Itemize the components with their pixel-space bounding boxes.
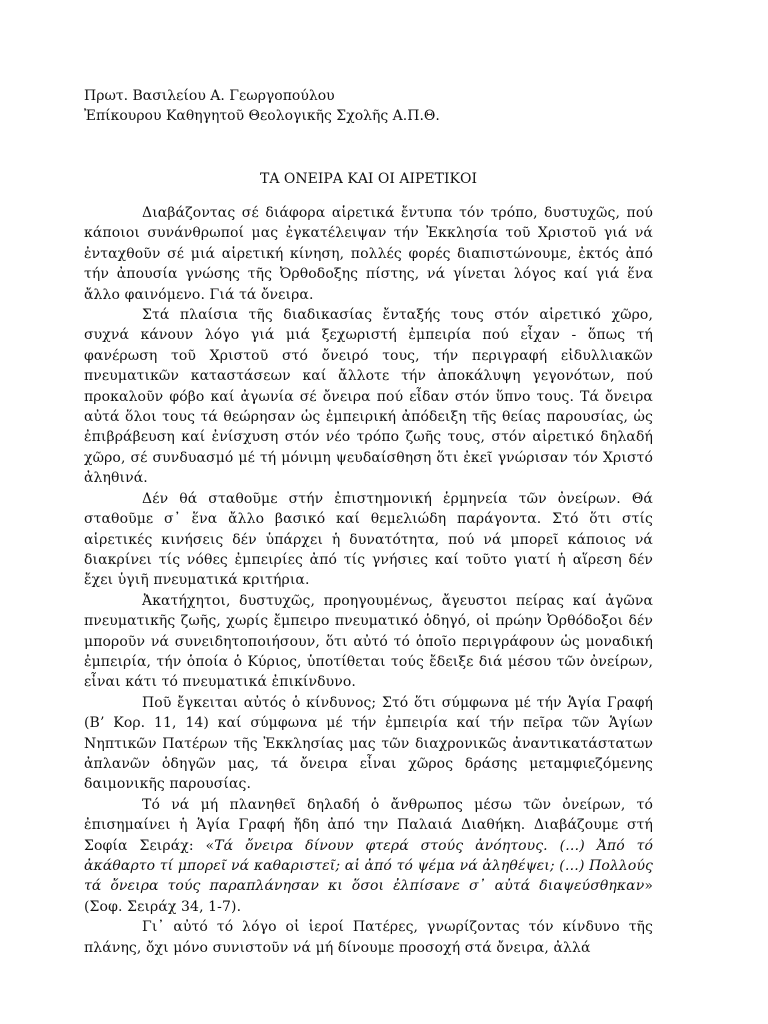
paragraph-6-tail: » (Σοφ. Σειράχ 34, 1-7).: [84, 878, 653, 915]
paragraph-3: Δέν θά σταθοῦμε στήν ἐπιστημονική ἑρμηνεία τῶν ὀνείρων. Θά σταθοῦμε σ᾿ ἕνα ἄλλο βασικό καί θεμελιώδη παράγοντα. Στό ὅτι στίς αἱρετικές κινήσεις δέν ὑπάρχει ἡ δυνατότητα, πού νά μπορεῖ κάποιος νά διακρίνει τίς νόθες ἐμπειρίες ἀπό τίς γνήσιες καί τοῦτο γιατί ἡ αἵρεση δέν ἔχει ὑγιῆ πνευματικά κριτήρια.: [84, 490, 653, 589]
author-line: Πρωτ. Βασιλείου Α. Γεωργοπούλου: [84, 88, 335, 104]
affiliation-line: Ἐπίκουρου Καθηγητοῦ Θεολογικῆς Σχολῆς Α.Π.Θ.: [84, 108, 440, 124]
paragraph-4: Ἀκατήχητοι, δυστυχῶς, προηγουμένως, ἄγευστοι πείρας καί ἀγῶνα πνευματικῆς ζωῆς, χωρίς ἔμπειρο πνευματικό ὁδηγό, οἱ πρώην Ὀρθόδοξοι δέν μποροῦν νά συνειδητοποιήσουν, ὅτι αὐτό τό ὁποῖο περιγράφουν ὡς μοναδική ἐμπειρία, τήν ὁποία ὁ Κύριος, ὑποτίθεται τούς ἔδειξε διά μέσου τῶν ὀνείρων, εἶναι κάτι τό πνευματικά ἐπικίνδυνο.: [84, 592, 653, 691]
paragraph-6: [84, 795, 653, 917]
article-body: [84, 203, 653, 958]
paragraph-6-lead: Τό νά μή πλανηθεῖ δηλαδή ὁ ἄνθρωπος μέσω τῶν ὀνείρων, τό ἐπισημαίνει ἡ Ἁγία Γραφή ἤδη ἀπό την Παλαιά Διαθήκη. Διαβάζουμε στή Σοφία Σειράχ: «: [84, 796, 653, 854]
paragraph-5: Ποῦ ἔγκειται αὐτός ὁ κίνδυνος; Στό ὅτι σύμφωνα μέ τήν Ἁγία Γραφή (Β’ Κορ. 11, 14) καί σύμφωνα μέ τήν ἐμπειρία καί τήν πεῖρα τῶν Ἁγίων Νηπτικῶν Πατέρων τῆς Ἐκκλησίας μας τῶν διαχρονικῶς ἀναντικατάστατων ἀπλανῶν ὁδηγῶν μας, τά ὄνειρα εἶναι χῶρος δράσης μεταμφιεζόμενης δαιμονικῆς παρουσίας.: [84, 694, 653, 793]
article-title: ΤΑ ΟΝΕΙΡΑ ΚΑΙ ΟΙ ΑΙΡΕΤΙΚΟΙ: [260, 171, 477, 187]
paragraph-7: Γι᾿ αὐτό τό λόγο οἱ ἱεροί Πατέρες, γνωρίζοντας τόν κίνδυνο τῆς πλάνης, ὄχι μόνο συνιστοῦν νά μή δίνουμε προσοχή στά ὄνειρα, ἀλλά: [84, 919, 653, 956]
sirach-quote: Τά ὄνειρα δίνουν φτερά στούς ἀνόητους. (…) Ἀπό τό ἀκάθαρτο τί μπορεῖ νά καθαριστεῖ; αἱ ἀπό τό ψέμα νά ἀληθέψει; (…) Πολλούς τά ὄνειρα τούς παραπλάνησαν κι ὅσοι ἐλπίσανε σ᾿ αὐτά διαψεύσθηκαν: [84, 837, 653, 895]
document-page: [84, 86, 653, 958]
paragraph-1: Διαβάζοντας σέ διάφορα αἱρετικά ἔντυπα τόν τρόπο, δυστυχῶς, πού κάποιοι συνάνθρωποί μας ἐγκατέλειψαν τήν Ἐκκλησία τοῦ Χριστοῦ γιά νά ἐνταχθοῦν σέ μιά αἱρετική κίνηση, πολλές φορές διαπιστώνουμε, ἐκτός ἀπό τήν ἀπουσία γνώσης τῆς Ὀρθοδοξης πίστης, νά γίνεται λόγος καί γιά ἕνα ἄλλο φαινόμενο. Γιά τά ὄνειρα.: [84, 205, 653, 303]
paragraph-2: Στά πλαίσια τῆς διαδικασίας ἔνταξής τους στόν αἱρετικό χῶρο, συχνά κάνουν λόγο γιά μιά ξεχωριστή ἐμπειρία πού εἶχαν - ὅπως τή φανέρωση τοῦ Χριστοῦ στό ὄνειρό τους, τήν περιγραφή εἰδυλλιακῶν πνευματικῶν καταστάσεων καί ἄλλοτε τήν ἀποκάλυψη γεγονότων, πού προκαλοῦν φόβο καί ἀγωνία σέ ὄνειρα πού εἶδαν στόν ὕπνο τους. Τά ὄνειρα αὐτά ὅλοι τους τά θεώρησαν ὡς ἐμπειρική ἀπόδειξη τῆς θείας παρουσίας, ὡς ἐπιβράβευση καί ἐνίσχυση στόν νέο τρόπο ζωῆς τους, στόν αἱρετικό δηλαδή χῶρο, σέ συνδυασμό μέ τή μόνιμη ψευδαίσθηση ὅτι ἐκεῖ γνώρισαν τόν Χριστό ἀληθινά.: [84, 307, 653, 487]
